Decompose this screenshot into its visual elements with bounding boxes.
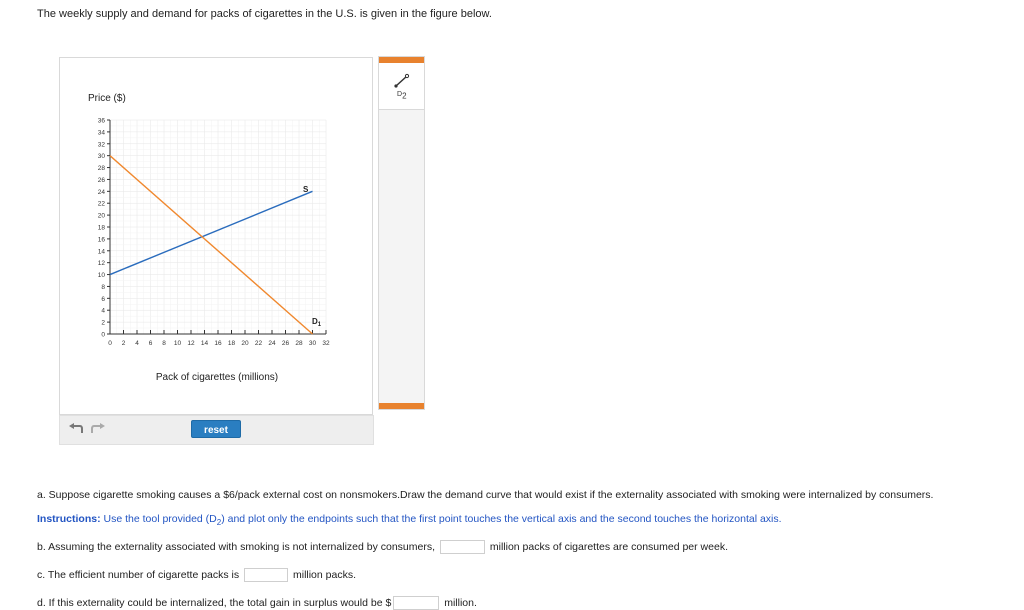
d2-line-tool[interactable]: [391, 73, 413, 101]
question-b: [37, 540, 728, 554]
y-tick-label: 28: [97, 165, 105, 173]
question-b-suffix: million packs of cigarettes are consumed per week.: [489, 540, 728, 553]
redo-icon[interactable]: [91, 423, 105, 435]
tool-slot: [379, 63, 424, 110]
question-d: [37, 596, 477, 610]
x-tick-label: 14: [200, 340, 209, 347]
y-tick-label: 10: [97, 272, 105, 280]
x-tick-label: 22: [254, 340, 263, 347]
x-tick-label: 12: [187, 340, 195, 347]
x-tick-label: 20: [241, 340, 249, 347]
answer-b-input[interactable]: [440, 540, 485, 554]
x-tick-label: 18: [227, 340, 236, 347]
instructions-text-post: ) and plot only the endpoints such that the first point touches the vertical axis and the second touches the horizontal axis.: [221, 513, 782, 525]
y-tick-label: 30: [97, 153, 105, 161]
answer-c-input[interactable]: [244, 568, 288, 582]
x-tick-label: 2: [121, 340, 126, 347]
x-tick-label: 0: [108, 340, 112, 347]
y-tick-label: 2: [101, 319, 105, 327]
y-tick-label: 0: [101, 331, 105, 339]
x-tick-label: 26: [281, 340, 290, 347]
y-tick-label: 12: [97, 260, 105, 268]
question-c-text: c. The efficient number of cigarette packs is: [37, 568, 240, 581]
x-tick-label: 24: [268, 340, 276, 347]
tool-panel-bottom-bar: [379, 403, 424, 409]
y-tick-label: 4: [101, 307, 105, 315]
question-d-text: d. If this externality could be internalized, the total gain in surplus would be $: [37, 596, 392, 609]
intro-text: The weekly supply and demand for packs of cigarettes in the U.S. is given in the figure below.: [37, 8, 492, 20]
y-tick-label: 16: [97, 236, 105, 244]
instructions-label: Instructions:: [37, 513, 101, 525]
supply-demand-chart[interactable]: [60, 58, 374, 416]
question-d-suffix: million.: [444, 596, 477, 609]
reset-button[interactable]: reset: [191, 420, 241, 438]
x-tick-label: 8: [162, 340, 166, 347]
y-tick-label: 36: [97, 117, 105, 125]
y-tick-label: 20: [97, 212, 105, 220]
graph-panel[interactable]: [59, 57, 373, 415]
y-tick-label: 18: [97, 224, 105, 232]
line-tool-icon: [391, 73, 413, 89]
y-tick-label: 22: [97, 200, 105, 208]
answer-d-input[interactable]: [393, 596, 439, 610]
x-tick-label: 4: [135, 340, 139, 347]
y-tick-label: 24: [97, 188, 105, 196]
question-c-suffix: million packs.: [292, 568, 357, 581]
x-axis-label: Pack of cigarettes (millions): [155, 372, 279, 383]
x-tick-label: 6: [148, 340, 153, 347]
x-tick-label: 32: [322, 340, 330, 347]
instructions-text-pre: Use the tool provided (D: [103, 513, 217, 525]
question-b-text: b. Assuming the externality associated with smoking is not internalized by consumers,: [37, 540, 436, 553]
demand-label-main: D: [312, 317, 318, 326]
undo-icon[interactable]: [69, 423, 83, 435]
chart-grid: [110, 120, 326, 334]
y-tick-label: 14: [97, 248, 105, 256]
y-tick-label: 6: [101, 295, 105, 303]
x-tick-label: 30: [308, 340, 317, 347]
graph-controls: [59, 415, 374, 445]
y-tick-label: 26: [97, 176, 105, 184]
demand-label-subscript: 1: [317, 322, 322, 328]
supply-curve-label: S: [303, 185, 309, 194]
y-axis-label: Price ($): [88, 93, 126, 104]
instructions-subscript: 2: [216, 518, 222, 528]
instructions: [37, 513, 782, 527]
x-tick-label: 28: [295, 340, 303, 347]
tool-label: $D_2$: [397, 91, 407, 101]
question-c: [37, 568, 356, 582]
y-tick-label: 8: [101, 283, 105, 291]
demand-curve-label: [312, 317, 322, 328]
x-tick-label: 16: [214, 340, 222, 347]
y-tick-label: 32: [97, 141, 105, 149]
drawing-tool-panel: [378, 56, 425, 410]
question-a: a. Suppose cigarette smoking causes a $6/pack external cost on nonsmokers.Draw the demand curve that would exist if the externality associated with smoking were internalized by consumers.: [37, 489, 934, 501]
x-tick-label: 10: [173, 340, 182, 347]
y-tick-label: 34: [97, 129, 105, 137]
